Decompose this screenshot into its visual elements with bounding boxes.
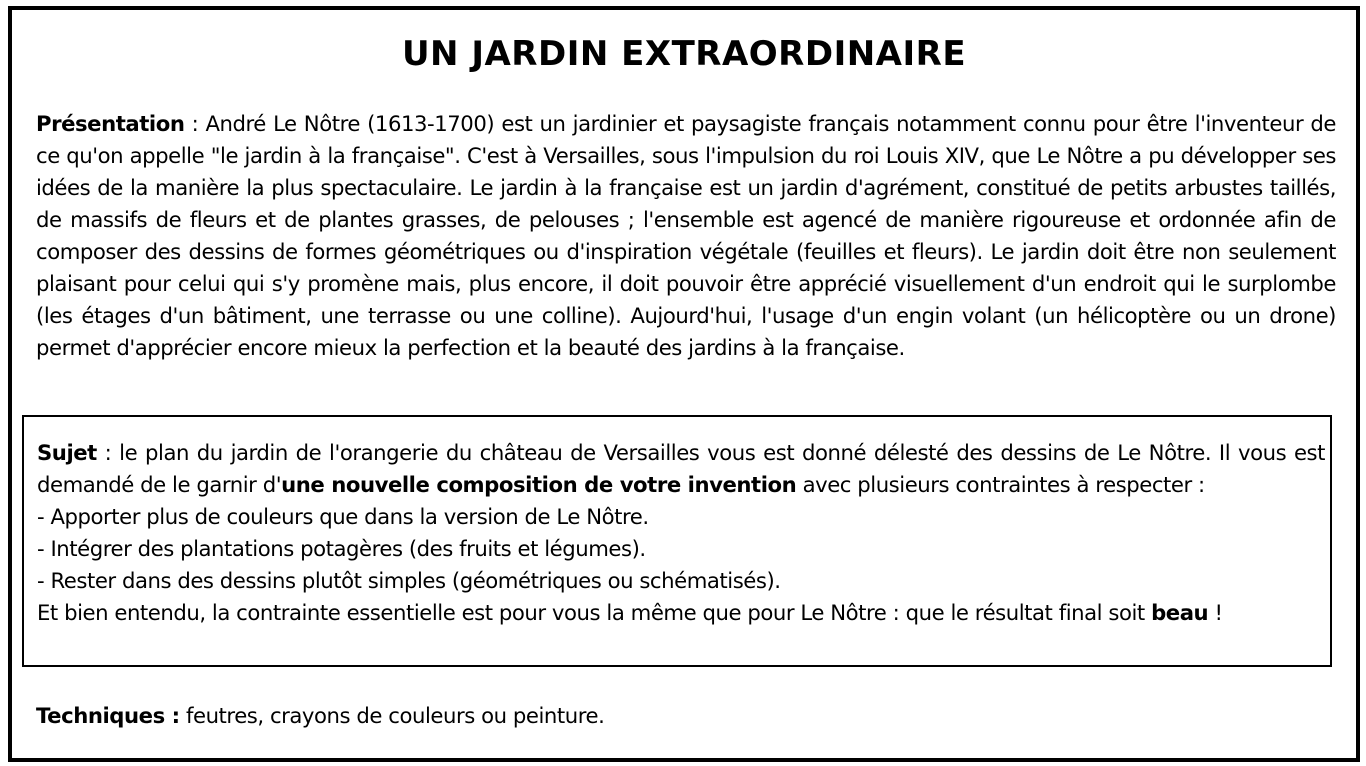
presentation-text: : André Le Nôtre (1613-1700) est un jardinier et paysagiste français notamment connu pour être l'inventeur de ce qu'on appelle "le jardin à la française". C'est à Versailles, sous l'impulsion du roi Louis XIV, que Le Nôtre a pu développer ses idées de la manière la plus spectaculaire. Le jardin à la française est un jardin d'agrément, constitué de petits arbustes taillés, de massifs de fleurs et de plantes grasses, de pelouses ; l'ensemble est agencé de manière rigoureuse et ordonnée afin de composer des dessins de formes géométriques ou d'inspiration végétale (feuilles et fleurs). Le jardin doit être non seulement plaisant pour celui qui s'y promène mais, plus encore, il doit pouvoir être apprécié visuellement d'un endroit qui le surplombe (les étages d'un bâtiment, une terrasse ou une colline). Aujourd'hui, l'usage d'un engin volant (un hélicoptère ou un drone) permet d'apprécier encore mieux la perfection et la beauté des jardins à la française. [36,111,1336,360]
constraint-item: - Rester dans des dessins plutôt simples (géométriques ou schématisés). [37,568,781,593]
subject-closing-end: ! [1208,600,1223,625]
presentation-paragraph [36,108,1336,364]
presentation-label: Présentation [36,111,185,136]
subject-intro-end: avec plusieurs contraintes à respecter : [796,472,1205,497]
techniques-paragraph [36,700,1336,732]
subject-intro-text: : le plan du jardin de l'orangerie du château de Versailles vous est donné délesté des dessins de Le Nôtre. Il vous est demandé de le garnir d' [37,440,1325,497]
techniques-label: Techniques : [36,703,180,728]
subject-intro [37,437,1325,501]
subject-paragraph [37,437,1325,629]
constraint-item: - Apporter plus de couleurs que dans la version de Le Nôtre. [37,504,649,529]
subject-closing [37,597,1325,629]
subject-closing-emphasis: beau [1151,600,1209,625]
subject-intro-emphasis: une nouvelle composition de votre invention [281,472,797,497]
techniques-text: feutres, crayons de couleurs ou peinture. [179,703,605,728]
subject-closing-text: Et bien entendu, la contrainte essentielle est pour vous la même que pour Le Nôtre : que le résultat final soit [37,600,1152,625]
subject-box [22,415,1332,667]
document-title: UN JARDIN EXTRAORDINAIRE [401,34,967,74]
document-frame [8,6,1360,762]
constraint-item: - Intégrer des plantations potagères (des fruits et légumes). [37,536,646,561]
subject-label: Sujet [37,440,97,465]
